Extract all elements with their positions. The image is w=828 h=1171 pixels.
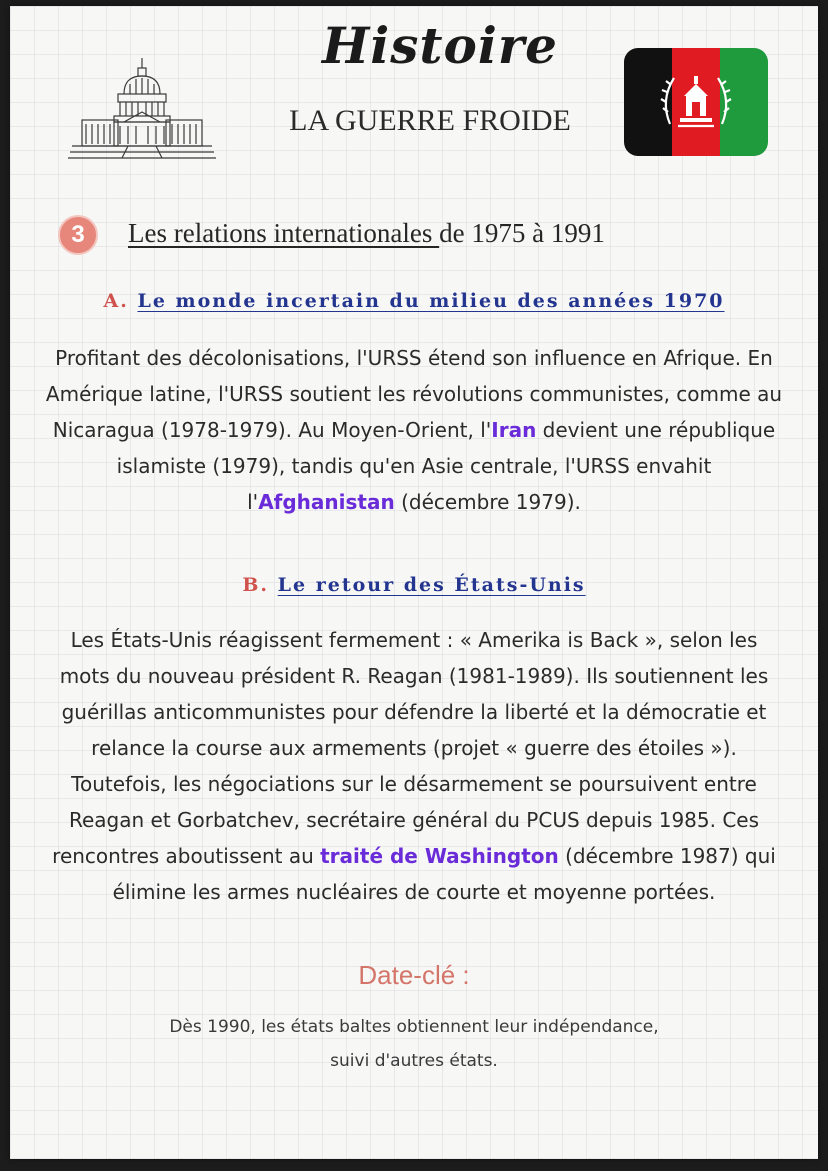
highlight-traite-washington: traité de Washington: [320, 844, 559, 868]
date-cle-label: Date-clé :: [358, 960, 470, 990]
part-a-text-2: devient une république islamiste (1979), tandis qu'en Asie centrale, l'URSS envahit l': [116, 418, 776, 514]
date-cle-text: Dès 1990, les états baltes obtiennent leur indépendance, suivi d'autres états.: [169, 1017, 659, 1071]
part-b-text-2: (décembre 1987) qui élimine les armes nucléaires de courte et moyenne portées.: [112, 844, 776, 904]
part-b-heading: [10, 574, 818, 596]
capitol-building-icon: [68, 54, 216, 164]
part-a-text-1: Profitant des décolonisations, l'URSS étend son influence en Afrique. En Amérique latine, l'URSS soutient les révolutions communistes, comme au Nicaragua (1978-1979). Au Moyen-Orient, l': [45, 346, 783, 442]
section-title: [128, 218, 748, 249]
part-b-letter: B.: [242, 574, 270, 596]
section-number-badge: 3: [58, 215, 98, 255]
page-title: Histoire: [322, 16, 558, 75]
part-b-title: Le retour des États-Unis: [277, 574, 586, 596]
note-page: [10, 6, 818, 1159]
part-a-letter: A.: [103, 290, 129, 312]
section-title-rest: de 1975 à 1991: [439, 218, 605, 248]
part-b-paragraph: [44, 622, 784, 910]
part-a-heading: [10, 290, 818, 312]
highlight-iran: Iran: [491, 418, 537, 442]
part-a-paragraph: [44, 340, 784, 520]
afghanistan-flag-image: [624, 48, 768, 156]
flag-emblem-icon: [656, 66, 736, 138]
part-b-text-1: Les États-Unis réagissent fermement : « Amerika is Back », selon les mots du nouveau président R. Reagan (1981-1989). Ils soutiennent les guérillas anticommunistes pour défendre la liberté et la démocratie et relance la course aux armements (projet « guerre des étoiles »). Toutefois, les négociations sur le désarmement se poursuivent entre Reagan et Gorbatchev, secrétaire général du PCUS depuis 1985. Ces rencontres aboutissent au: [52, 628, 769, 868]
part-a-title: Le monde incertain du milieu des années 1970: [137, 290, 725, 312]
part-a-text-3: (décembre 1979).: [394, 490, 581, 514]
highlight-afghanistan: Afghanistan: [258, 490, 395, 514]
section-title-underlined: Les relations internationales: [128, 218, 440, 248]
page-subtitle: LA GUERRE FROIDE: [289, 104, 571, 137]
